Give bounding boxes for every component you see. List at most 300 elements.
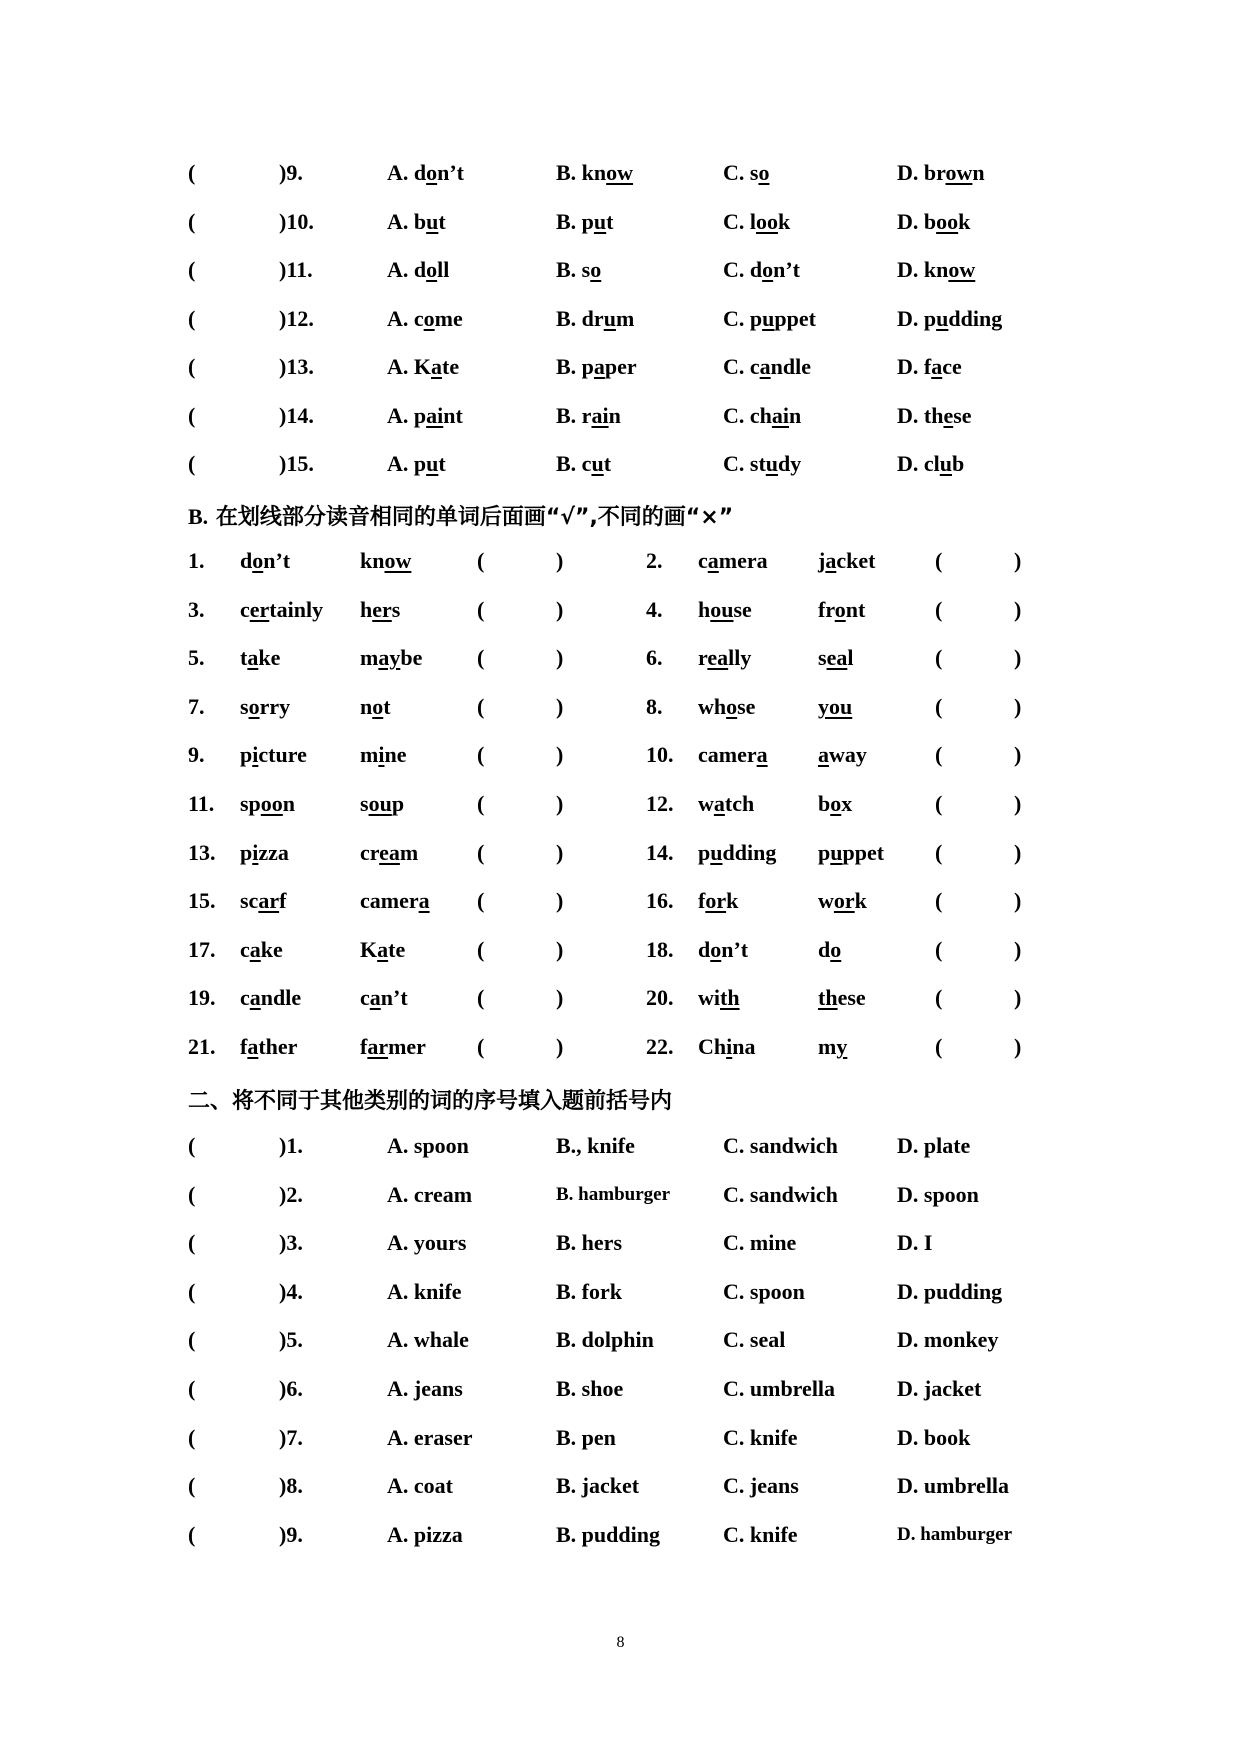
option-d: D. pudding [897, 1278, 1003, 1304]
option-d: D. club [897, 451, 965, 476]
word-2: cream [360, 839, 419, 865]
underlined-letters: i [378, 742, 385, 768]
question-row [0, 1369, 1241, 1409]
option-d: D. hamburger [897, 1523, 1013, 1545]
item-number: 3. [188, 596, 205, 622]
answer-paren-open[interactable]: ( [935, 985, 943, 1011]
answer-paren-open[interactable]: ( [188, 257, 196, 282]
underlined-letters: u [426, 208, 439, 234]
underlined-letters: o [372, 693, 384, 719]
answer-paren-close[interactable]: ) [1014, 888, 1022, 914]
question-number: )6. [279, 1376, 303, 1401]
option-b: B. cut [556, 451, 612, 476]
underlined-letters: u [830, 839, 843, 865]
option-b: B. pudding [556, 1521, 660, 1547]
underlined-letters: or [705, 888, 727, 914]
answer-paren-close[interactable]: ) [1014, 548, 1022, 573]
underlined-letters: o [830, 791, 842, 816]
word-1: whose [698, 693, 756, 719]
question-number: )9. [279, 1521, 303, 1547]
answer-paren-open[interactable]: ( [935, 936, 943, 962]
pair-row [0, 1027, 1241, 1067]
question-number: )1. [279, 1133, 303, 1158]
option-b: B. drum [556, 305, 635, 331]
item-number: 21. [188, 1034, 216, 1059]
word-1: spoon [240, 791, 296, 816]
question-row [0, 1320, 1241, 1360]
question-row [0, 153, 1241, 193]
underlined-letters: u [762, 305, 775, 331]
underlined-letters: a [756, 742, 768, 768]
question-number: )8. [279, 1473, 303, 1499]
option-c: C. don’t [723, 257, 801, 282]
option-a: A. eraser [387, 1424, 473, 1450]
option-c: C. puppet [723, 305, 816, 331]
answer-paren-open[interactable]: ( [935, 693, 943, 719]
word-1: sorry [240, 693, 291, 719]
word-1: watch [698, 791, 755, 816]
word-2: maybe [360, 645, 423, 671]
underlined-letters: ay [378, 645, 401, 671]
underlined-letters: oo [756, 208, 778, 234]
underlined-letters: ar [367, 1034, 389, 1059]
word-2: these [818, 985, 866, 1011]
word-1: really [698, 645, 752, 671]
answer-paren-open[interactable]: ( [188, 208, 196, 234]
question-row [0, 1272, 1241, 1312]
answer-paren-open[interactable]: ( [935, 548, 943, 573]
option-b: B. paper [556, 354, 637, 379]
option-c: C. candle [723, 354, 812, 379]
option-a: A. yours [387, 1230, 467, 1256]
answer-paren-open[interactable]: ( [188, 1133, 196, 1158]
underlined-letters: o [710, 936, 722, 962]
word-2: Kate [360, 936, 406, 962]
underlined-letters: o [762, 257, 774, 282]
option-a: A. pizza [387, 1521, 463, 1547]
item-number: 16. [646, 888, 674, 914]
option-d: D. I [897, 1230, 933, 1256]
underlined-letters: ea [707, 645, 729, 671]
underlined-letters: u [426, 451, 439, 476]
item-number: 13. [188, 839, 216, 865]
answer-paren-close[interactable]: ) [1014, 985, 1022, 1011]
pair-row [0, 833, 1241, 873]
answer-paren-open[interactable]: ( [477, 1034, 485, 1059]
item-number: 9. [188, 742, 205, 768]
option-d: D. monkey [897, 1327, 999, 1353]
page-number: 8 [616, 1634, 625, 1651]
word-2: not [360, 693, 391, 719]
option-a: A. put [387, 451, 446, 476]
item-number: 19. [188, 985, 216, 1011]
option-c: C. knife [723, 1424, 798, 1450]
option-d: D. these [897, 402, 972, 428]
question-row [0, 347, 1241, 387]
option-d: D. face [897, 354, 962, 379]
answer-paren-close[interactable]: ) [556, 1034, 564, 1059]
word-2: puppet [818, 839, 885, 865]
option-d: D. jacket [897, 1376, 982, 1401]
underlined-letters: ow [606, 160, 634, 185]
answer-paren-open[interactable]: ( [477, 548, 485, 573]
option-c: C. jeans [723, 1473, 799, 1499]
answer-paren-open[interactable]: ( [477, 645, 485, 671]
answer-paren-open[interactable]: ( [188, 1424, 196, 1450]
word-2: hers [360, 596, 401, 622]
word-2: mine [360, 742, 407, 768]
word-1: camera [698, 548, 768, 573]
word-2: front [818, 596, 866, 622]
underlined-letters: u [936, 305, 949, 331]
answer-paren-close[interactable]: ) [1014, 839, 1022, 865]
underlined-letters: th [818, 985, 838, 1011]
underlined-letters: e [943, 402, 954, 428]
word-1: cake [240, 936, 283, 962]
word-2: farmer [360, 1034, 426, 1059]
option-d: D. book [897, 208, 971, 234]
word-2: know [360, 548, 412, 573]
item-number: 20. [646, 985, 674, 1011]
word-1: China [698, 1034, 756, 1059]
option-c: C. umbrella [723, 1376, 836, 1401]
answer-paren-open[interactable]: ( [477, 596, 485, 622]
section-b-label: B. [188, 504, 209, 529]
underlined-letters: a [249, 985, 261, 1011]
underlined-letters: ea [379, 839, 400, 865]
underlined-letters: a [931, 354, 943, 379]
answer-paren-open[interactable]: ( [935, 791, 943, 816]
answer-paren-close[interactable]: ) [1014, 596, 1022, 622]
option-d: D. plate [897, 1133, 971, 1158]
item-number: 17. [188, 936, 216, 962]
answer-paren-close[interactable]: ) [1014, 645, 1022, 671]
option-c: C. mine [723, 1230, 797, 1256]
word-2: can’t [360, 985, 408, 1011]
option-d: D. know [897, 257, 976, 282]
option-a: A. don’t [387, 160, 465, 185]
answer-paren-close[interactable]: ) [556, 985, 564, 1011]
answer-paren-open[interactable]: ( [935, 839, 943, 865]
word-2: work [818, 888, 867, 914]
answer-paren-close[interactable]: ) [556, 742, 564, 768]
question-number: )4. [279, 1278, 303, 1304]
answer-paren-close[interactable]: ) [556, 548, 564, 573]
option-c: C. sandwich [723, 1181, 838, 1207]
answer-paren-open[interactable]: ( [935, 645, 943, 671]
answer-paren-open[interactable]: ( [935, 1034, 943, 1059]
option-b: B. fork [556, 1278, 622, 1304]
answer-paren-open[interactable]: ( [477, 839, 485, 865]
word-1: picture [240, 742, 307, 768]
option-d: D. spoon [897, 1181, 979, 1207]
underlined-letters: ou [710, 596, 734, 622]
answer-paren-open[interactable]: ( [188, 1327, 196, 1353]
answer-paren-close[interactable]: ) [1014, 936, 1022, 962]
word-1: house [698, 596, 752, 622]
question-row [0, 250, 1241, 290]
option-a: A. spoon [387, 1133, 469, 1158]
item-number: 18. [646, 936, 674, 962]
question-number: )9. [279, 160, 303, 185]
word-2: jacket [818, 548, 876, 573]
word-1: certainly [240, 596, 324, 622]
option-b: B. pen [556, 1424, 616, 1450]
answer-paren-open[interactable]: ( [188, 1473, 196, 1499]
question-number: )13. [279, 354, 314, 379]
question-number: )12. [279, 305, 314, 331]
answer-paren-open[interactable]: ( [188, 354, 196, 379]
answer-paren-open[interactable]: ( [935, 742, 943, 768]
item-number: 6. [646, 645, 663, 671]
option-b: B. know [556, 160, 634, 185]
word-2: my [818, 1034, 848, 1059]
option-d: D. umbrella [897, 1473, 1010, 1499]
option-a: A. Kate [387, 354, 460, 379]
question-row [0, 1466, 1241, 1506]
question-row [0, 396, 1241, 436]
question-number: )2. [279, 1181, 303, 1207]
question-row [0, 1223, 1241, 1263]
underlined-letters: a [707, 548, 719, 573]
answer-paren-open[interactable]: ( [188, 1230, 196, 1256]
word-1: with [698, 985, 740, 1011]
answer-paren-open[interactable]: ( [477, 791, 485, 816]
option-b: B. shoe [556, 1376, 624, 1401]
underlined-letters: a [377, 936, 389, 962]
option-b: B. put [556, 208, 614, 234]
answer-paren-close[interactable]: ) [556, 888, 564, 914]
word-2: seal [818, 645, 854, 671]
answer-paren-close[interactable]: ) [1014, 1034, 1022, 1059]
underlined-letters: ow [945, 160, 973, 185]
underlined-letters: u [710, 839, 723, 865]
item-number: 14. [646, 839, 674, 865]
underlined-letters: er [249, 596, 270, 622]
pair-row [0, 687, 1241, 727]
underlined-letters: u [765, 451, 779, 476]
question-number: )10. [279, 208, 314, 234]
option-d: D. book [897, 1424, 971, 1450]
underlined-letters: ea [826, 645, 848, 671]
option-d: D. pudding [897, 305, 1003, 331]
option-a: A. come [387, 305, 463, 331]
underlined-letters: o [590, 257, 602, 282]
pair-row [0, 735, 1241, 775]
answer-paren-open[interactable]: ( [188, 451, 196, 476]
underlined-letters: o [834, 596, 846, 622]
item-number: 10. [646, 742, 674, 768]
item-number: 11. [188, 791, 215, 816]
word-1: pudding [698, 839, 777, 865]
word-1: take [240, 645, 281, 671]
option-c: C. sandwich [723, 1133, 838, 1158]
word-1: don’t [240, 548, 291, 573]
underlined-letters: a [431, 354, 442, 379]
section-b-title: 在划线部分读音相同的单词后面画“√”,不同的画“×” [208, 505, 734, 530]
answer-paren-open[interactable]: ( [477, 985, 485, 1011]
answer-paren-open[interactable]: ( [477, 888, 485, 914]
option-c: C. so [723, 160, 770, 185]
underlined-letters: a [247, 1034, 259, 1059]
word-2: box [818, 791, 853, 816]
pair-row [0, 590, 1241, 630]
option-b: B., knife [556, 1133, 635, 1158]
underlined-letters: ai [771, 402, 790, 428]
answer-paren-open[interactable]: ( [188, 402, 196, 428]
option-b: B. so [556, 257, 602, 282]
item-number: 7. [188, 693, 205, 719]
underlined-letters: a [825, 548, 837, 573]
underlined-letters: u [591, 451, 604, 476]
option-b: B. hamburger [556, 1183, 670, 1205]
underlined-letters: ai [591, 402, 609, 428]
word-1: father [240, 1034, 298, 1059]
option-c: C. spoon [723, 1278, 805, 1304]
section-b-heading [188, 497, 733, 537]
word-2: soup [360, 791, 405, 816]
underlined-letters: i [726, 1034, 733, 1059]
question-row [0, 1418, 1241, 1458]
option-a: A. paint [387, 402, 463, 428]
underlined-letters: i [252, 839, 259, 865]
option-b: B. rain [556, 402, 621, 428]
question-row [0, 1175, 1241, 1215]
underlined-letters: ai [426, 402, 444, 428]
answer-paren-open[interactable]: ( [188, 1181, 196, 1207]
underlined-letters: a [249, 936, 261, 962]
word-1: scarf [240, 888, 287, 914]
option-a: A. doll [387, 257, 450, 282]
underlined-letters: ow [384, 548, 412, 573]
answer-paren-open[interactable]: ( [477, 742, 485, 768]
question-number: )11. [279, 257, 313, 282]
answer-paren-open[interactable]: ( [935, 596, 943, 622]
answer-paren-open[interactable]: ( [188, 1521, 196, 1547]
word-1: don’t [698, 936, 749, 962]
underlined-letters: a [713, 791, 725, 816]
underlined-letters: o [248, 693, 260, 719]
underlined-letters: a [593, 354, 605, 379]
question-number: )15. [279, 451, 314, 476]
option-a: A. jeans [387, 1376, 463, 1401]
word-2 [818, 687, 852, 727]
pair-row [0, 784, 1241, 824]
underlined-letters: i [252, 742, 259, 768]
underlined-letters: o [426, 160, 438, 185]
underlined-letters: o [426, 257, 438, 282]
answer-paren-close[interactable]: ) [1014, 693, 1022, 719]
underlined-letters: a [759, 354, 771, 379]
underlined-letters: oo [260, 791, 283, 816]
answer-paren-open[interactable]: ( [188, 1376, 196, 1401]
underlined-letters: ar [258, 888, 280, 914]
item-number: 8. [646, 693, 663, 719]
answer-paren-open[interactable]: ( [935, 888, 943, 914]
question-number: )5. [279, 1327, 303, 1353]
question-number: )7. [279, 1424, 303, 1450]
answer-paren-close[interactable]: ) [1014, 742, 1022, 768]
underlined-letters: a [818, 742, 829, 768]
underlined-letters: o [423, 305, 435, 331]
option-b: B. hers [556, 1230, 622, 1256]
answer-paren-close[interactable]: ) [556, 791, 564, 816]
answer-paren-close[interactable]: ) [556, 596, 564, 622]
answer-paren-open[interactable]: ( [188, 305, 196, 331]
option-d: D. brown [897, 160, 985, 185]
answer-paren-open[interactable]: ( [188, 1278, 196, 1304]
option-a: A. but [387, 208, 446, 234]
item-number: 22. [646, 1034, 674, 1059]
underlined-letters: o [726, 693, 738, 719]
underlined-letters: a [369, 985, 381, 1011]
underlined-letters: th [720, 985, 740, 1011]
pair-row [0, 881, 1241, 921]
option-b: B. jacket [556, 1473, 640, 1499]
answer-paren-close[interactable]: ) [1014, 791, 1022, 816]
answer-paren-close[interactable]: ) [556, 936, 564, 962]
pair-row [0, 930, 1241, 970]
underlined-letters: o [758, 160, 770, 185]
underlined-letters: er [372, 596, 392, 622]
underlined-letters: o [252, 548, 264, 573]
underlined-letters: o [830, 936, 842, 962]
underlined-letters: y [836, 1034, 848, 1059]
underlined-letters: ow [948, 257, 976, 282]
word-1: camera [698, 742, 768, 768]
option-c: C. study [723, 451, 802, 476]
option-a: A. whale [387, 1327, 469, 1353]
underlined-letters: a [247, 645, 259, 671]
word-2: camera [360, 888, 430, 914]
option-c: C. knife [723, 1521, 798, 1547]
underlined-letters: a [418, 888, 430, 914]
question-number: )14. [279, 402, 314, 428]
answer-paren-close[interactable]: ) [556, 839, 564, 865]
underlined-letters: ou [368, 791, 392, 816]
pair-row [0, 638, 1241, 678]
answer-paren-open[interactable]: ( [188, 160, 196, 185]
pair-row [0, 978, 1241, 1018]
answer-paren-close[interactable]: ) [556, 645, 564, 671]
underlined-letters: you [818, 693, 853, 719]
answer-paren-close[interactable]: ) [556, 693, 564, 719]
item-number: 1. [188, 548, 205, 573]
underlined-letters: oo [936, 208, 959, 234]
section-two-heading: 二、将不同于其他类别的词的序号填入题前括号内 [188, 1089, 673, 1114]
question-row [0, 444, 1241, 484]
item-number: 5. [188, 645, 205, 671]
question-row [0, 1515, 1241, 1555]
word-2: do [818, 936, 842, 962]
underlined-letters: u [939, 451, 953, 476]
word-1: pizza [240, 839, 289, 865]
underlined-letters: or [833, 888, 855, 914]
option-c: C. chain [723, 402, 802, 428]
word-1: fork [698, 888, 739, 914]
option-a: A. cream [387, 1181, 473, 1207]
question-row [0, 299, 1241, 339]
option-c: C. seal [723, 1327, 786, 1353]
question-number: )3. [279, 1230, 303, 1256]
question-row [0, 1126, 1241, 1166]
pair-row [0, 541, 1241, 581]
answer-paren-open[interactable]: ( [477, 936, 485, 962]
answer-paren-open[interactable]: ( [477, 693, 485, 719]
option-a: A. coat [387, 1473, 453, 1499]
item-number: 4. [646, 596, 663, 622]
underlined-letters: u [593, 208, 607, 234]
